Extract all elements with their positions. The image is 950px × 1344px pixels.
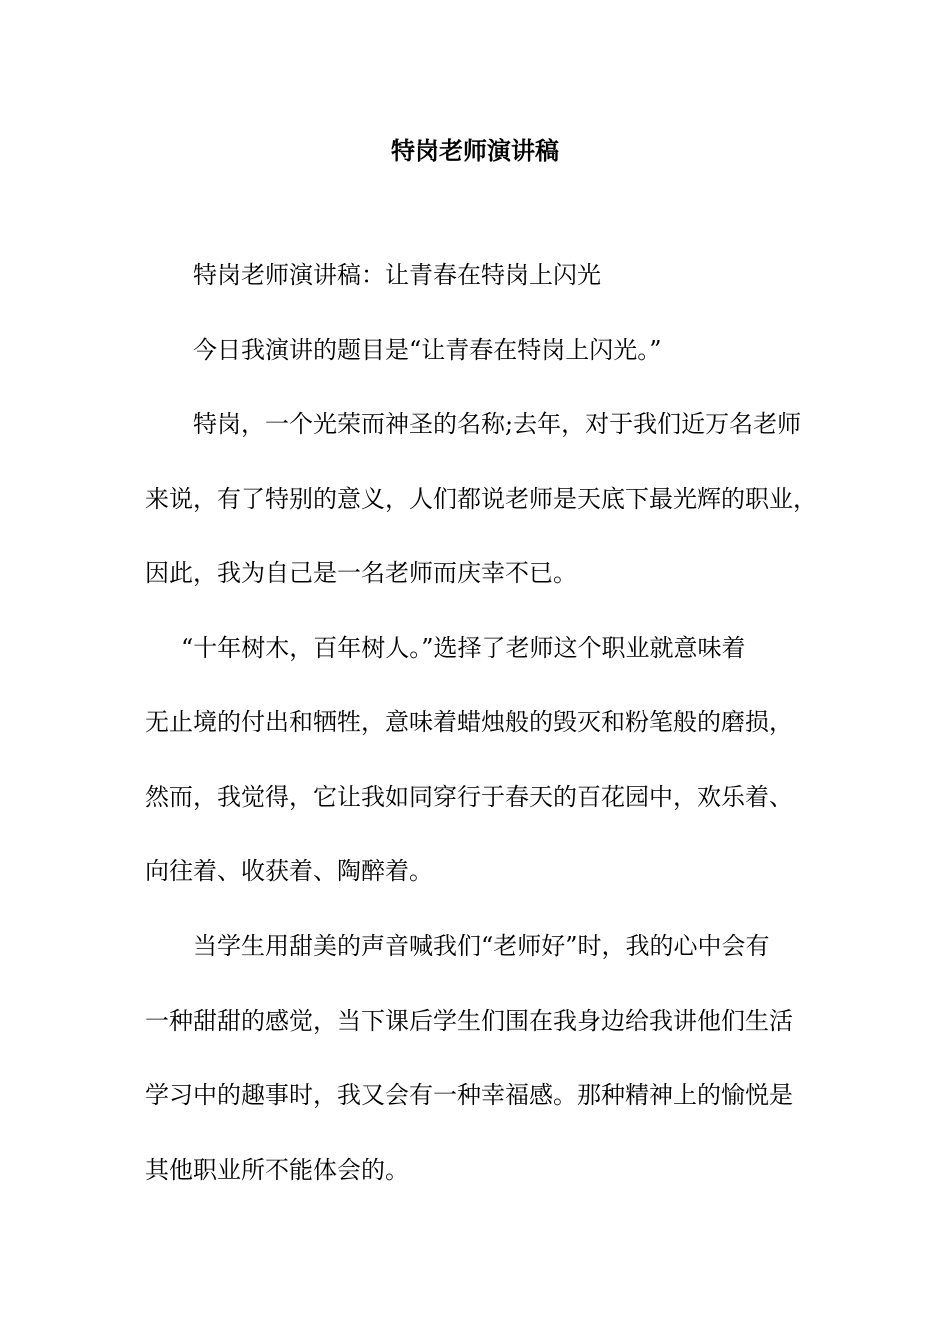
paragraph-line: 特岗，一个光荣而神圣的名称;去年，对于我们近万名老师	[193, 410, 802, 438]
paragraph-line: 然而，我觉得，它让我如同穿行于春天的百花园中，欢乐着、	[145, 783, 793, 811]
paragraph-line: 一种甜甜的感觉，当下课后学生们围在我身边给我讲他们生活	[145, 1007, 793, 1035]
paragraph-line: 学习中的趣事时，我又会有一种幸福感。那种精神上的愉悦是	[145, 1081, 793, 1109]
paragraph-line: 今日我演讲的题目是“让青春在特岗上闪光。”	[193, 336, 662, 364]
paragraph-line: 其他职业所不能体会的。	[145, 1156, 409, 1184]
paragraph-line: “十年树木，百年树人。”选择了老师这个职业就意味着	[181, 634, 746, 662]
document-title: 特岗老师演讲稿	[391, 136, 559, 165]
paragraph-line: 无止境的付出和牺牲，意味着蜡烛般的毁灭和粉笔般的磨损，	[145, 708, 793, 736]
paragraph-line: 来说，有了特别的意义，人们都说老师是天底下最光辉的职业，	[145, 485, 817, 513]
paragraph-line: 向往着、收获着、陶醉着。	[145, 857, 433, 885]
paragraph-line-subtitle: 特岗老师演讲稿：让青春在特岗上闪光	[193, 261, 601, 289]
paragraph-line: 当学生用甜美的声音喊我们“老师好”时，我的心中会有	[193, 932, 770, 960]
paragraph-line: 因此，我为自己是一名老师而庆幸不已。	[145, 559, 577, 587]
